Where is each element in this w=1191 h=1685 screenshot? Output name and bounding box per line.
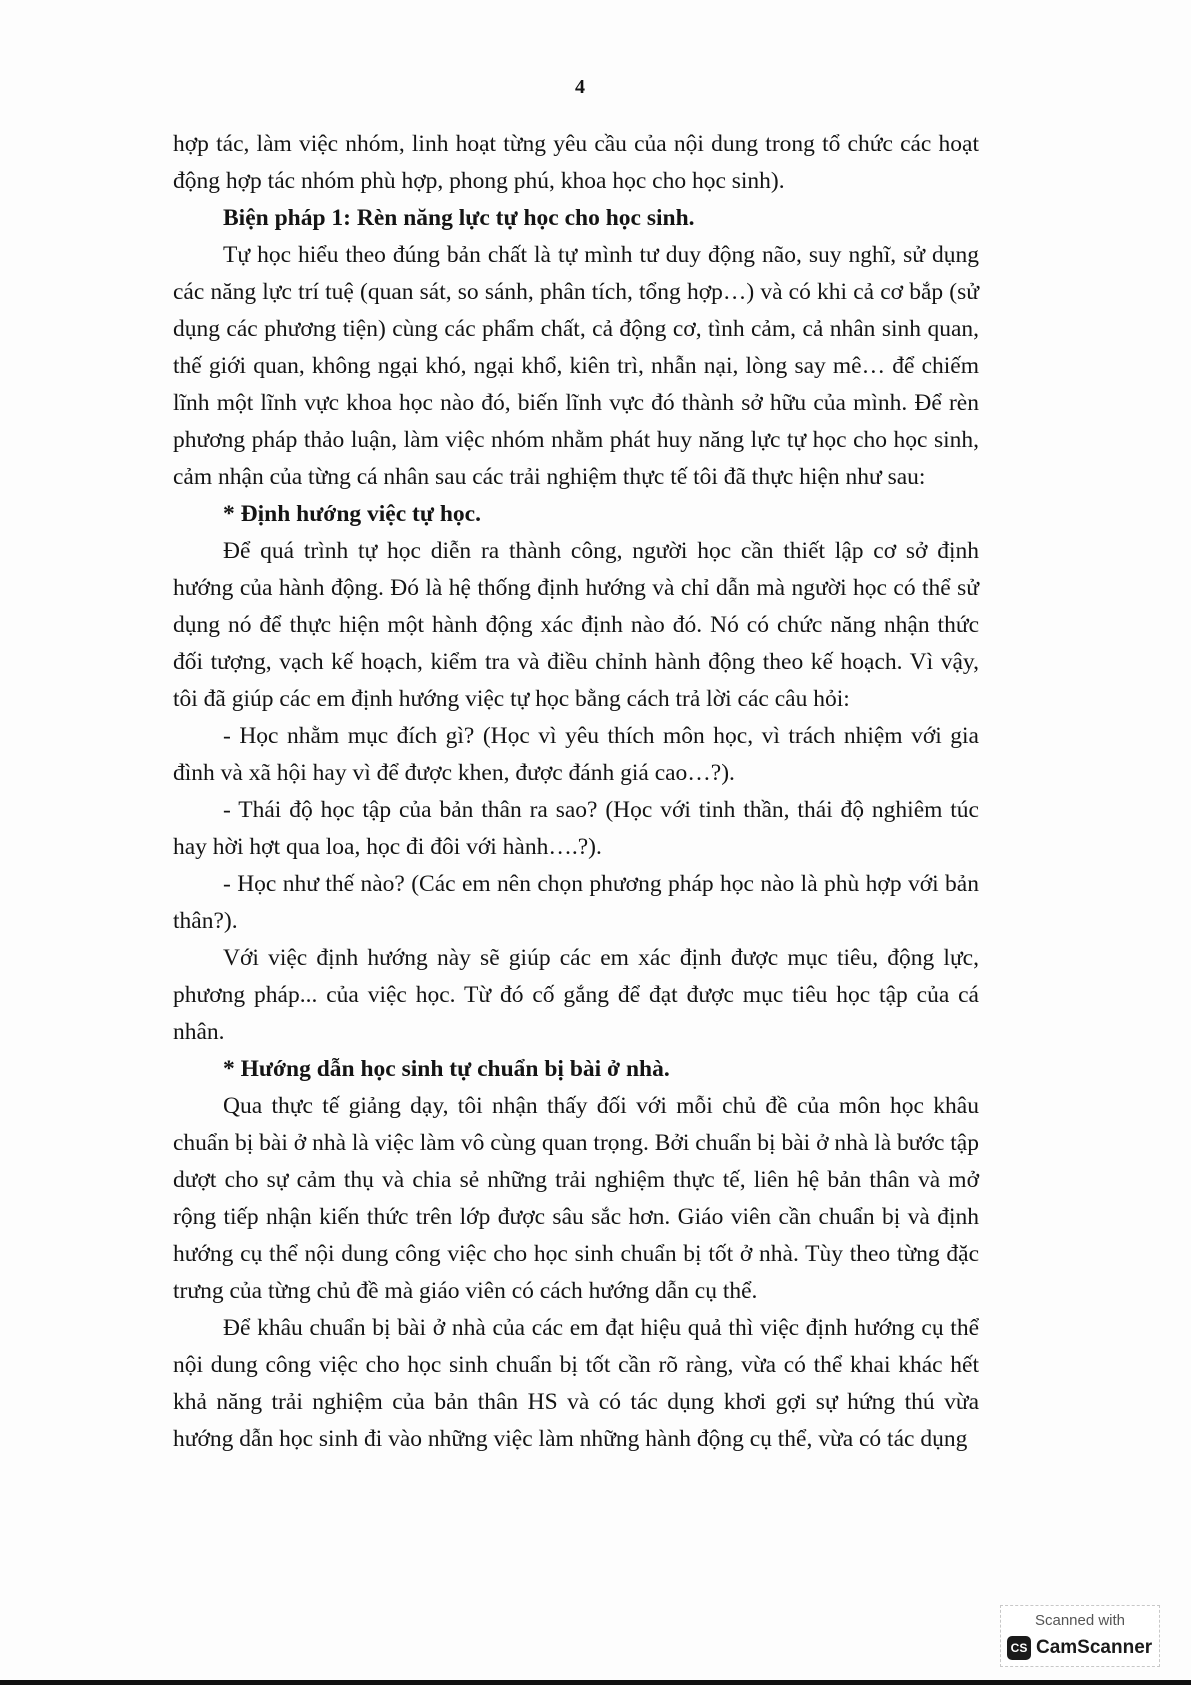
section-heading: * Hướng dẫn học sinh tự chuẩn bị bài ở nhà. (223, 1056, 670, 1082)
paragraph: Qua thực tế giảng dạy, tôi nhận thấy đối với mỗi chủ đề của môn học khâu chuẩn bị bài ở nhà là việc làm vô cùng quan trọng. Bởi chuẩn bị bài ở nhà là bước tập dượt cho sự cảm thụ và chia sẻ những trải nghiệm thực tế, liên hệ bản thân và mở rộng tiếp nhận kiến thức trên lớp được sâu sắc hơn. Giáo viên cần chuẩn bị và định hướng cụ thể nội dung công việc cho học sinh chuẩn bị tốt ở nhà. Tùy theo từng đặc trưng của từng chủ đề mà giáo viên có cách hướng dẫn cụ thể. (173, 1093, 979, 1304)
section-heading: * Định hướng việc tự học. (223, 501, 481, 527)
paragraph: Để quá trình tự học diễn ra thành công, người học cần thiết lập cơ sở định hướng của hành động. Đó là hệ thống định hướng và chỉ dẫn mà người học có thể sử dụng nó để thực hiện một hành động xác định nào đó. Nó có chức năng nhận thức đối tượng, vạch kế hoạch, kiểm tra và điều chỉnh hành động theo kế hoạch. Vì vậy, tôi đã giúp các em định hướng việc tự học bằng cách trả lời các câu hỏi: (173, 538, 979, 712)
scanner-name: CamScanner (1036, 1637, 1153, 1658)
scanner-caption: Scanned with (1034, 1612, 1126, 1629)
paragraph: hợp tác, làm việc nhóm, linh hoạt từng yêu cầu của nội dung trong tổ chức các hoạt động hợp tác nhóm phù hợp, phong phú, khoa học cho học sinh). (173, 131, 979, 194)
paragraph: Để khâu chuẩn bị bài ở nhà của các em đạt hiệu quả thì việc định hướng cụ thể nội dung công việc cho học sinh chuẩn bị tốt cần rõ ràng, vừa có thể khai khác hết khả năng trải nghiệm của bản thân HS và có tác dụng khơi gợi sự hứng thú vừa hướng dẫn học sinh đi vào những việc làm những hành động cụ thể, vừa có tác dụng (173, 1315, 979, 1452)
paragraph: Tự học hiểu theo đúng bản chất là tự mình tư duy động não, suy nghĩ, sử dụng các năng lực trí tuệ (quan sát, so sánh, phân tích, tổng hợp…) và có khi cả cơ bắp (sử dụng các phương tiện) cùng các phẩm chất, cả động cơ, tình cảm, cả nhân sinh quan, thế giới quan, không ngại khó, ngại khổ, kiên trì, nhẫn nại, lòng say mê… để chiếm lĩnh một lĩnh vực khoa học nào đó, biến lĩnh vực đó thành sở hữu của mình. Để rèn phương pháp thảo luận, làm việc nhóm nhằm phát huy năng lực tự học cho học sinh, cảm nhận của từng cá nhân sau các trải nghiệm thực tế tôi đã thực hiện như sau: (173, 242, 979, 490)
camscanner-logo-icon: CS (1007, 1636, 1031, 1660)
paragraph: Với việc định hướng này sẽ giúp các em xác định được mục tiêu, động lực, phương pháp... của việc học. Từ đó cố gắng để đạt được mục tiêu học tập của cá nhân. (173, 945, 979, 1045)
question-item: - Học nhằm mục đích gì? (Học vì yêu thích môn học, vì trách nhiệm với gia đình và xã hội hay vì để được khen, được đánh giá cao…?). (173, 723, 979, 786)
section-heading: Biện pháp 1: Rèn năng lực tự học cho học sinh. (223, 205, 695, 231)
question-item: - Học như thế nào? (Các em nên chọn phương pháp học nào là phù hợp với bản thân?). (173, 871, 979, 934)
scanner-brand (1007, 1634, 1152, 1662)
scan-edge (0, 1680, 1191, 1685)
body-text (173, 126, 979, 1458)
page-number: 4 (575, 76, 585, 98)
camscanner-watermark (1000, 1605, 1160, 1667)
question-item: - Thái độ học tập của bản thân ra sao? (Học với tinh thần, thái độ nghiêm túc hay hời hợt qua loa, học đi đôi với hành….?). (173, 797, 979, 860)
